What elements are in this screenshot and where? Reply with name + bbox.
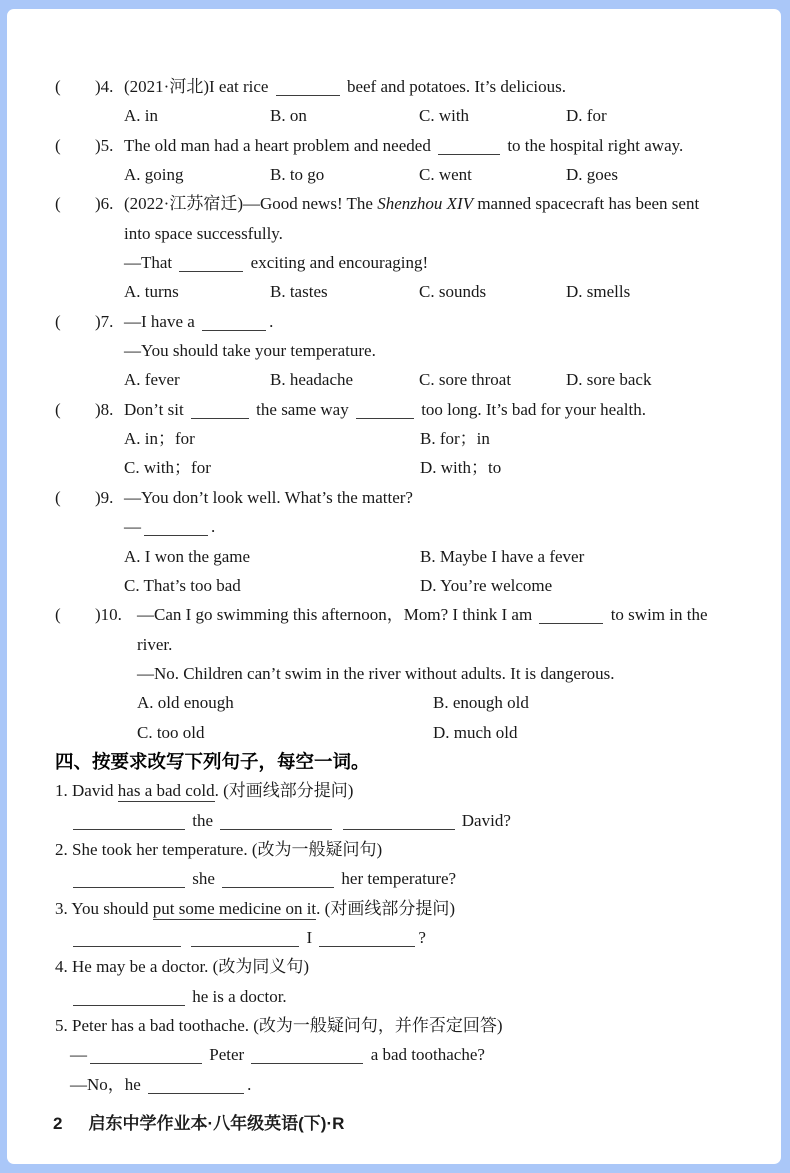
- text-segment: 4. He may be a doctor. (改为同义句): [55, 957, 309, 977]
- answer-blank: [319, 933, 415, 947]
- text-segment: 5. Peter has a bad toothache. (改为一般疑问句，并作否定回答): [55, 1016, 503, 1035]
- option: C. too old: [137, 722, 205, 742]
- multiple-choice-section: [7, 72, 781, 747]
- option: A. in；for: [124, 429, 195, 449]
- rewrite-item: [7, 952, 781, 1011]
- option: D. You’re welcome: [420, 575, 553, 595]
- text-segment: has a bad cold: [117, 781, 215, 801]
- text-segment: .: [211, 517, 216, 537]
- question-number: )6.: [95, 194, 114, 214]
- answer-line: [7, 923, 781, 952]
- text-segment: —You should take your temperature.: [124, 341, 376, 361]
- text-segment: .: [247, 1074, 252, 1094]
- question-line: [7, 483, 781, 512]
- option: C. with: [419, 106, 470, 126]
- option: B. tastes: [270, 282, 328, 302]
- text-segment: 3. You should: [55, 898, 153, 918]
- answer-blank: [222, 874, 334, 888]
- option: A. old enough: [137, 693, 234, 713]
- answer-blank: [73, 816, 185, 830]
- answer-paren: (: [55, 605, 61, 625]
- answer-paren: (: [55, 135, 61, 155]
- question-line: [7, 248, 781, 277]
- option: C. sore throat: [419, 370, 512, 390]
- option: C. sounds: [419, 282, 487, 302]
- answer-blank: [438, 141, 500, 155]
- option: A. I won the game: [124, 546, 251, 566]
- text-segment: The old man had a heart problem and needed: [124, 135, 436, 155]
- answer-blank: [73, 874, 185, 888]
- question-line: [7, 307, 781, 336]
- text-segment: a bad toothache?: [366, 1045, 485, 1065]
- question-number: )10.: [95, 605, 122, 625]
- option: B. for；in: [420, 429, 490, 449]
- option: D. much old: [433, 722, 518, 742]
- text-segment: river.: [137, 634, 173, 654]
- option: D. for: [566, 106, 607, 126]
- text-segment: ?: [418, 927, 426, 947]
- mcq-question: [7, 189, 781, 306]
- option: B. Maybe I have a fever: [420, 546, 585, 566]
- mcq-question: [7, 72, 781, 131]
- option: A. in: [124, 106, 158, 126]
- option: B. enough old: [433, 693, 529, 713]
- text-segment: .: [269, 311, 274, 331]
- answer-blank: [276, 82, 340, 96]
- answer-blank: [343, 816, 455, 830]
- answer-line: [7, 864, 781, 893]
- answer-line: [7, 806, 781, 835]
- option: C. with；for: [124, 458, 211, 478]
- text-segment: —You don’t look well. What’s the matter?: [124, 487, 413, 507]
- text-segment: Peter: [205, 1045, 249, 1065]
- mcq-question: [7, 483, 781, 600]
- options-row: [7, 453, 781, 482]
- text-segment: Don’t sit: [124, 399, 188, 419]
- page-paper: [7, 9, 781, 1164]
- text-segment: (2022·江苏宿迁)—Good news! The: [124, 194, 378, 214]
- question-line: [7, 894, 781, 923]
- rewrite-item: [7, 776, 781, 835]
- text-segment: to the hospital right away.: [503, 135, 684, 155]
- option: D. goes: [566, 165, 618, 185]
- answer-blank: [251, 1050, 363, 1064]
- options-row: [7, 160, 781, 189]
- answer-blank: [144, 522, 208, 536]
- question-line: [7, 131, 781, 160]
- options-row: [7, 101, 781, 130]
- option: D. sore back: [566, 370, 652, 390]
- question-line: [7, 72, 781, 101]
- text-segment: —I have a: [124, 311, 200, 331]
- answer-line: [7, 982, 781, 1011]
- text-segment: —No，he: [70, 1074, 146, 1094]
- text-segment: to swim in the: [606, 605, 708, 625]
- question-line: [7, 1011, 781, 1040]
- text-segment: Shenzhou XIV: [377, 194, 474, 214]
- text-segment: —: [70, 1045, 87, 1065]
- options-row: [7, 277, 781, 306]
- options-row: [7, 424, 781, 453]
- rewrite-item: [7, 835, 781, 894]
- question-line: [7, 659, 781, 688]
- mcq-question: [7, 395, 781, 483]
- page-footer: [7, 1109, 781, 1138]
- question-number: )5.: [95, 135, 114, 155]
- question-number: )8.: [95, 399, 114, 419]
- question-line: [7, 776, 781, 805]
- question-line: [7, 189, 781, 218]
- option: D. with；to: [420, 458, 502, 478]
- rewrite-item: [7, 1011, 781, 1099]
- question-number: )7.: [95, 311, 114, 331]
- text-segment: he is a doctor.: [188, 986, 287, 1006]
- question-line: [7, 512, 781, 541]
- question-line: [7, 952, 781, 981]
- answer-blank: [220, 816, 332, 830]
- rewrite-section: [7, 776, 781, 1099]
- option: B. to go: [270, 165, 325, 185]
- question-line: [7, 395, 781, 424]
- answer-blank: [90, 1050, 202, 1064]
- mcq-question: [7, 131, 781, 190]
- text-segment: 1. David: [55, 781, 118, 801]
- text-segment: the same way: [251, 399, 353, 419]
- question-line: [7, 600, 781, 629]
- answer-paren: (: [55, 194, 61, 214]
- text-segment: —No. Children can’t swim in the river without adults. It is dangerous.: [137, 663, 615, 683]
- question-line: [7, 219, 781, 248]
- options-row: [7, 688, 781, 717]
- options-row: [7, 365, 781, 394]
- text-segment: her temperature?: [337, 869, 457, 889]
- option: D. smells: [566, 282, 631, 302]
- book-title: 启东中学作业本·八年级英语(下)·R: [88, 1114, 345, 1134]
- option: A. fever: [124, 370, 180, 390]
- option: A. turns: [124, 282, 179, 302]
- answer-blank: [73, 992, 185, 1006]
- answer-line: [7, 1040, 781, 1069]
- question-number: )4.: [95, 77, 114, 96]
- answer-blank: [148, 1080, 244, 1094]
- answer-blank: [539, 610, 603, 624]
- text-segment: . (对画线部分提问): [214, 781, 354, 801]
- options-row: [7, 571, 781, 600]
- answer-blank: [356, 405, 414, 419]
- text-segment: she: [188, 869, 220, 889]
- options-row: [7, 718, 781, 747]
- text-segment: beef and potatoes. It’s delicious.: [342, 77, 566, 96]
- text-segment: . (对画线部分提问): [316, 898, 455, 918]
- text-segment: David?: [457, 810, 511, 830]
- rewrite-item: [7, 894, 781, 953]
- text-segment: the: [188, 810, 218, 830]
- answer-paren: (: [55, 311, 61, 331]
- text-segment: put some medicine on it: [152, 898, 317, 918]
- answer-line: [7, 1070, 781, 1099]
- text-segment: —: [124, 517, 141, 537]
- question-line: [7, 835, 781, 864]
- text-segment: 2. She took her temperature. (改为一般疑问句): [55, 839, 383, 859]
- option: C. went: [419, 165, 472, 185]
- text-segment: manned spacecraft has been sent: [473, 194, 700, 214]
- answer-blank: [191, 933, 299, 947]
- answer-paren: (: [55, 487, 61, 507]
- option: A. going: [124, 165, 184, 185]
- text-segment: (2021·河北)I eat rice: [124, 77, 273, 96]
- section-title: 四、按要求改写下列句子，每空一词。: [55, 750, 370, 772]
- question-number: )9.: [95, 487, 114, 507]
- text-segment: —Can I go swimming this afternoon，Mom? I think I am: [137, 605, 537, 625]
- answer-blank: [73, 933, 181, 947]
- text-segment: —That: [124, 253, 177, 273]
- answer-blank: [202, 317, 266, 331]
- text-segment: into space successfully.: [124, 223, 283, 243]
- option: B. on: [270, 106, 307, 126]
- answer-paren: (: [55, 77, 61, 96]
- text-segment: [335, 811, 339, 830]
- option: C. That’s too bad: [124, 575, 241, 595]
- page-number: 2: [53, 1114, 63, 1134]
- text-segment: exciting and encouraging!: [246, 253, 429, 273]
- question-line: [7, 336, 781, 365]
- options-row: [7, 542, 781, 571]
- answer-blank: [179, 258, 243, 272]
- option: B. headache: [270, 370, 354, 390]
- answer-paren: (: [55, 399, 61, 419]
- answer-blank: [191, 405, 249, 419]
- text-segment: too long. It’s bad for your health.: [416, 399, 646, 419]
- mcq-question: [7, 307, 781, 395]
- text-segment: I: [302, 927, 317, 947]
- text-segment: [184, 928, 188, 947]
- mcq-question: [7, 600, 781, 747]
- question-line: [7, 630, 781, 659]
